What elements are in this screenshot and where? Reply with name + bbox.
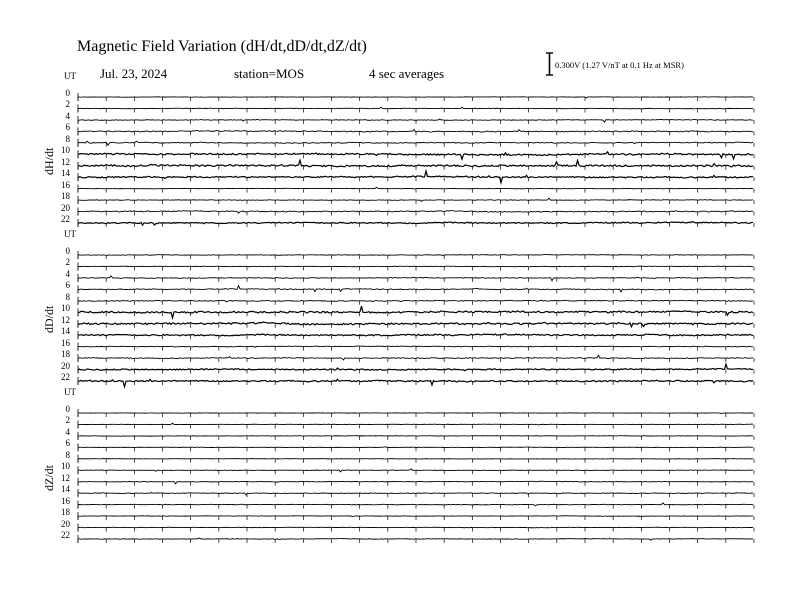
trace-line xyxy=(78,255,753,256)
trace-line xyxy=(78,413,753,414)
trace-line xyxy=(78,516,753,517)
trace-line xyxy=(78,447,753,448)
trace-line xyxy=(78,355,753,360)
trace-line xyxy=(78,436,753,437)
hour-tick-label: 6 xyxy=(65,280,70,291)
trace-line xyxy=(78,379,753,386)
trace-line xyxy=(78,198,753,201)
hour-tick-label: 18 xyxy=(61,507,70,518)
ut-label: UT xyxy=(64,387,76,397)
trace-line xyxy=(78,423,753,425)
hour-tick-label: 22 xyxy=(61,371,70,382)
trace-line xyxy=(78,107,753,109)
hour-tick-label: 8 xyxy=(65,291,70,302)
hour-tick-label: 14 xyxy=(61,484,70,495)
hour-tick-label: 4 xyxy=(65,110,70,121)
ut-label: UT xyxy=(64,229,76,239)
hour-tick-label: 14 xyxy=(61,168,70,179)
hour-tick-label: 16 xyxy=(61,337,70,348)
trace-line xyxy=(78,187,753,189)
station-label: station=MOS xyxy=(234,66,305,81)
trace-line xyxy=(78,527,753,528)
hour-tick-label: 16 xyxy=(61,179,70,190)
trace-line xyxy=(78,171,753,183)
trace-line xyxy=(78,286,753,292)
y-axis-label: dD/dt xyxy=(42,305,56,333)
hour-tick-label: 10 xyxy=(61,145,70,156)
trace-line xyxy=(78,211,753,214)
hour-tick-label: 2 xyxy=(65,415,70,426)
trace-line xyxy=(78,276,753,281)
hour-tick-label: 2 xyxy=(65,99,70,110)
date-label: Jul. 23, 2024 xyxy=(100,66,168,81)
trace-line xyxy=(78,364,753,371)
y-axis-label: dH/dt xyxy=(42,147,56,175)
hour-tick-label: 18 xyxy=(61,191,70,202)
hour-tick-label: 6 xyxy=(65,122,70,133)
hour-tick-label: 20 xyxy=(61,202,70,213)
trace-line xyxy=(78,130,753,133)
hour-tick-label: 2 xyxy=(65,257,70,268)
trace-line xyxy=(78,266,753,267)
hour-tick-label: 12 xyxy=(61,314,70,325)
hour-tick-label: 16 xyxy=(61,495,70,506)
hour-tick-label: 22 xyxy=(61,529,70,540)
hour-tick-label: 0 xyxy=(65,246,70,256)
trace-line xyxy=(78,346,753,347)
trace-line xyxy=(78,141,753,145)
trace-line xyxy=(78,538,753,540)
hour-tick-label: 20 xyxy=(61,360,70,371)
hour-tick-label: 4 xyxy=(65,426,70,437)
hour-tick-label: 18 xyxy=(61,349,70,360)
trace-line xyxy=(78,119,753,122)
hour-tick-label: 8 xyxy=(65,449,70,460)
y-axis-label: dZ/dt xyxy=(42,465,56,491)
averaging-label: 4 sec averages xyxy=(369,66,445,81)
hour-tick-label: 0 xyxy=(65,404,70,414)
hour-tick-label: 0 xyxy=(65,88,70,98)
ut-label: UT xyxy=(64,71,76,81)
hour-tick-label: 14 xyxy=(61,326,70,337)
trace-line xyxy=(78,160,753,166)
hour-tick-label: 20 xyxy=(61,518,70,529)
hour-tick-label: 8 xyxy=(65,133,70,144)
hour-tick-label: 12 xyxy=(61,156,70,167)
hour-tick-label: 4 xyxy=(65,268,70,279)
chart-title: Magnetic Field Variation (dH/dt,dD/dt,dZ/dt) xyxy=(77,38,367,55)
hour-tick-label: 22 xyxy=(61,213,70,224)
hour-tick-label: 6 xyxy=(65,438,70,449)
hour-tick-label: 12 xyxy=(61,472,70,483)
trace-line xyxy=(78,97,753,98)
trace-line xyxy=(78,334,753,336)
trace-line xyxy=(78,152,753,159)
hour-tick-label: 10 xyxy=(61,303,70,314)
trace-line xyxy=(78,300,753,302)
trace-line xyxy=(78,222,753,225)
trace-line xyxy=(78,503,753,506)
trace-line xyxy=(78,322,753,327)
trace-line xyxy=(78,492,753,495)
trace-line xyxy=(78,481,753,484)
scale-label: 0.300V (1.27 V/nT at 0.1 Hz at MSR) xyxy=(555,60,684,70)
trace-line xyxy=(78,469,753,472)
hour-tick-label: 10 xyxy=(61,461,70,472)
trace-line xyxy=(78,306,753,318)
